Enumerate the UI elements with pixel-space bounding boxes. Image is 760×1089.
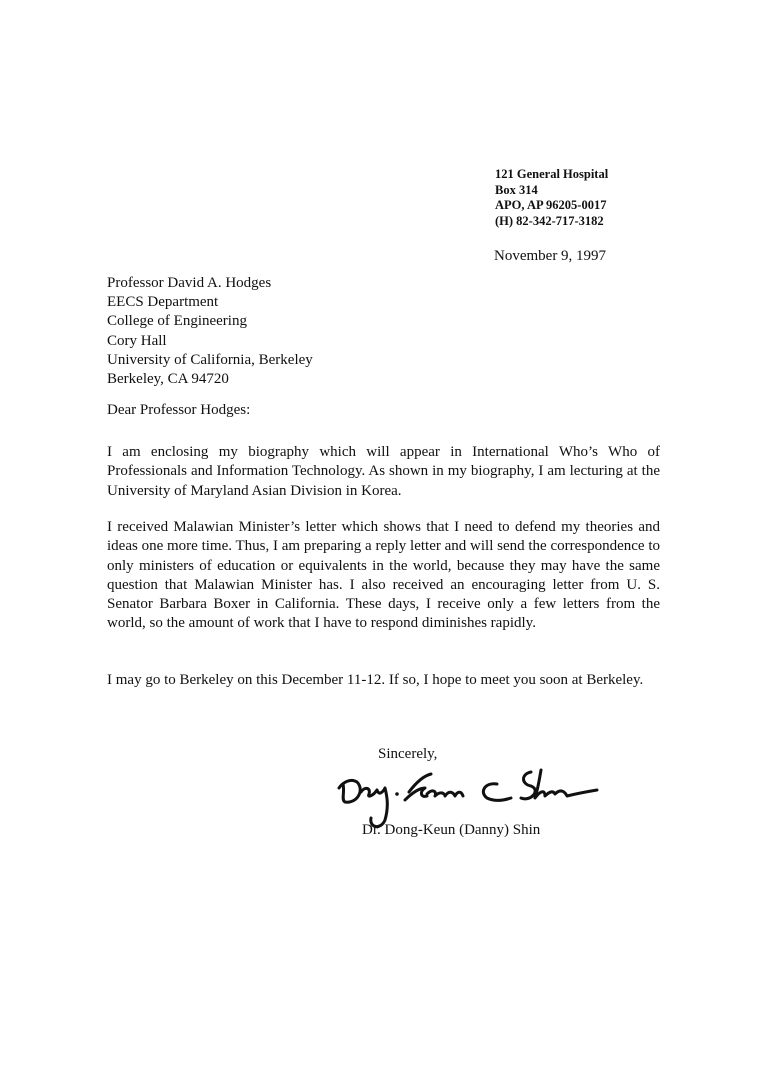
body-paragraph: I received Malawian Minister’s letter which shows that I need to defend my theories and ideas one more time. Thus, I am preparing a reply letter and will send the correspondence to only ministers of education or equivalents in the world, because they may have the same question that Malawian Minister has. I also received an encouraging letter from U. S. Senator Barbara Boxer in California. These days, I receive only a few letters from the world, so the amount of work that I have to respond diminishes rapidly. [107, 519, 660, 632]
salutation: Dear Professor Hodges: [107, 402, 251, 418]
recipient-address-line: College of Engineering [107, 313, 247, 330]
recipient-address-line: Cory Hall [107, 332, 167, 349]
closing: Sincerely, [378, 746, 438, 762]
recipient-name: Professor David A. Hodges [107, 275, 272, 291]
signature-stroke [361, 788, 387, 827]
sender-address-line: 121 General Hospital [495, 167, 609, 181]
signer-name: Dr. Dong-Keun (Danny) Shin [362, 822, 541, 838]
recipient-address-line: Berkeley, CA 94720 [107, 371, 229, 388]
recipient-address-line: EECS Department [107, 294, 219, 311]
signature-dot [395, 792, 399, 796]
sender-address-block [495, 167, 608, 229]
signature-stroke [427, 791, 463, 796]
signature-stroke [521, 770, 597, 799]
body-paragraph: I am enclosing my biography which will appear in International Who’s Who of Professionals and Information Technology. As shown in my biography, I am lecturing at the University of Maryland Asian Division in Korea. [107, 444, 660, 499]
sender-phone-line: (H) 82-342-717-3182 [495, 213, 604, 228]
sender-address-line: APO, AP 96205-0017 [495, 198, 607, 212]
sender-address-line: Box 314 [495, 182, 538, 197]
signature-stroke [483, 784, 511, 801]
recipient-address-line: University of California, Berkeley [107, 351, 313, 368]
signature-stroke [339, 780, 360, 802]
signature-stroke [405, 774, 431, 800]
recipient-address-block [107, 274, 313, 389]
body-paragraph: I may go to Berkeley on this December 11-12. If so, I hope to meet you soon at Berkeley. [107, 672, 644, 688]
letter-date: November 9, 1997 [494, 248, 607, 264]
